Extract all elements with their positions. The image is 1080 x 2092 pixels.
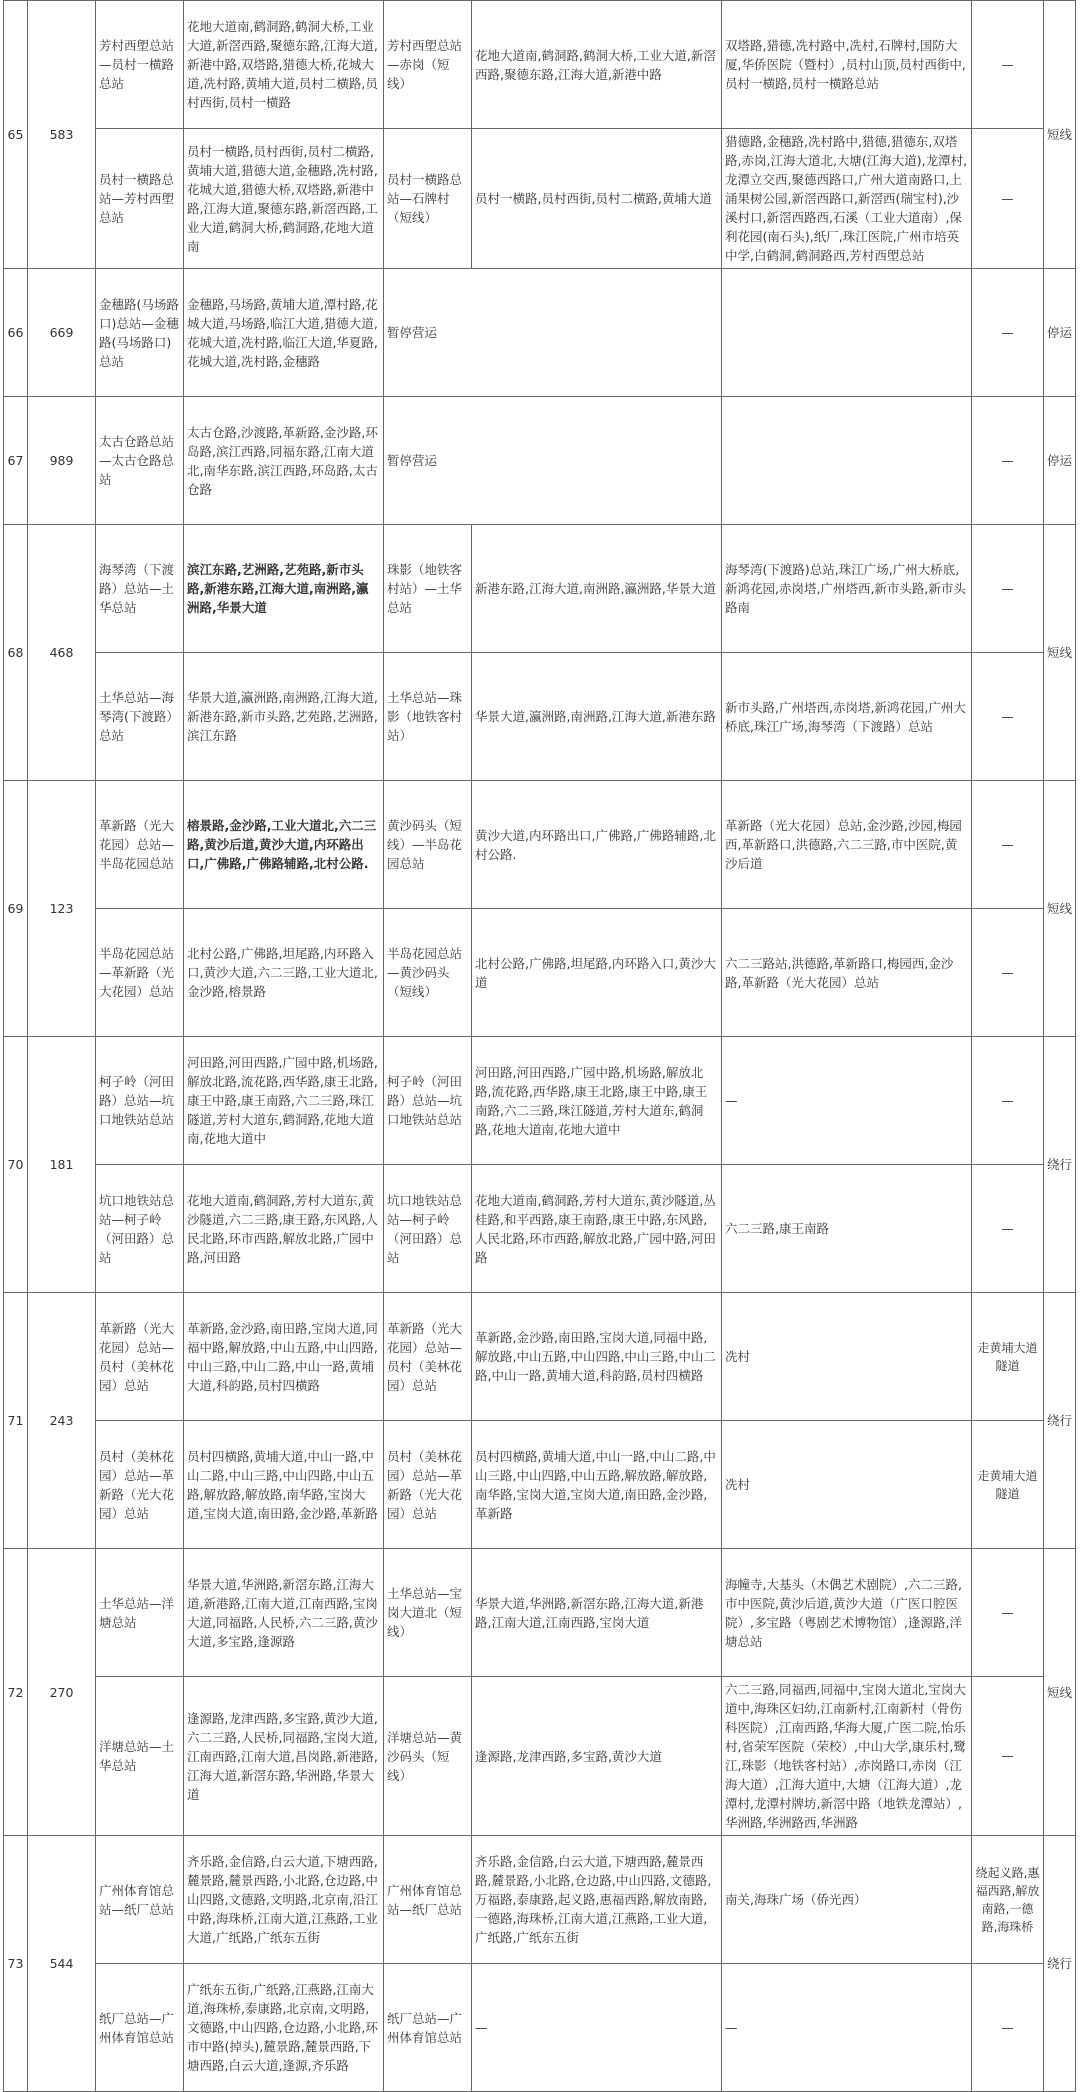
route-stops: 革新路,金沙路,南田路,宝岗大道,同福中路,解放路,中山五路,中山四路,中山三路,中山二路,中山一路,黄埔大道,科韵路,员村四横路 [184, 1293, 384, 1421]
service-type: 短线 [1044, 1549, 1076, 1836]
remark: 走黄埔大道隧道 [972, 1421, 1044, 1549]
short-route: 员村（美林花园）总站—革新路（光大花园）总站 [384, 1421, 472, 1549]
remark: — [972, 525, 1044, 653]
service-type: 停运 [1044, 397, 1076, 525]
short-route-stops: 华景大道,华洲路,新滘东路,江海大道,新港路,江南大道,江南西路,宝岗大道 [472, 1549, 722, 1677]
service-type: 绕行 [1044, 1293, 1076, 1549]
route-name: 革新路（光大花园）总站—员村（美林花园）总站 [96, 1293, 184, 1421]
table-row [4, 269, 1076, 397]
remark: 绕起义路,惠福西路,解放南路,一德路,海珠桥 [972, 1836, 1044, 1964]
route-stops: 逢源路,龙津西路,多宝路,黄沙大道,六二三路,人民桥,同福路,宝岗大道,江南西路,江南大道,昌岗路,新港路,江海大道,新滘东路,华洲路,华景大道 [184, 1677, 384, 1836]
service-type: 短线 [1044, 781, 1076, 1037]
route-stops: 齐乐路,金信路,白云大道,下塘西路,麓景路,麓景西路,小北路,仓边路,中山四路,文德路,文明路,北京南,沿江中路,海珠桥,江南大道,江燕路,工业大道,广纸路,广纸东五街 [184, 1836, 384, 1964]
stations: 六二三路,同福西,同福中,宝岗大道北,宝岗大道中,海珠区妇幼,江南新村,江南新村（骨伤科医院）,江南西路,华海大厦,广医二院,怡乐村,省荣军医院（荣校）,中山大学,康乐村,鹭江,珠影（地铁客村站）,赤岗路口,赤岗（江海大道）,江海大道中,大塘（江海大道）,龙潭村,龙潭村牌坊,新滘中路（地铁龙潭站）,华洲路,华洲路西,华洲路 [722, 1677, 972, 1836]
line-number: 669 [28, 269, 96, 397]
short-route: 半岛花园总站—黄沙码头（短线） [384, 909, 472, 1037]
stations: — [722, 1037, 972, 1165]
route-name: 员村一横路总站—芳村西塱总站 [96, 129, 184, 269]
short-route-stops: 花地大道南,鹤洞路,芳村大道东,黄沙隧道,丛桂路,和平西路,康王南路,康王中路,东风路,人民北路,环市西路,解放北路,广园中路,河田路 [472, 1165, 722, 1293]
remark: — [972, 1, 1044, 129]
stations: 新市头路,广州塔西,赤岗塔,新鸿花园,广州大桥底,珠江广场,海琴湾（下渡路）总站 [722, 653, 972, 781]
table-row [4, 1293, 1076, 1421]
route-name: 柯子岭（河田路）总站—坑口地铁站总站 [96, 1037, 184, 1165]
line-number: 123 [28, 781, 96, 1037]
route-stops: 员村一横路,员村西街,员村二横路,黄埔大道,猎德大道,金穗路,冼村路,花城大道,猎德大桥,双塔路,新港中路,江海大道,聚德东路,新滘西路,工业大道,鹤洞大桥,鹤洞路,花地大道南 [184, 129, 384, 269]
table-row [4, 129, 1076, 269]
route-name: 土华总站—洋塘总站 [96, 1549, 184, 1677]
remark: — [972, 1964, 1044, 2092]
bus-route-table [3, 0, 1076, 2092]
short-route: 暂停营运 [384, 397, 722, 525]
row-number: 71 [4, 1293, 28, 1549]
table-row [4, 1677, 1076, 1836]
short-route: 坑口地铁站总站—柯子岭（河田路）总站 [384, 1165, 472, 1293]
service-type: 短线 [1044, 525, 1076, 781]
remark: — [972, 1549, 1044, 1677]
short-route-stops: 员村一横路,员村西街,员村二横路,黄埔大道 [472, 129, 722, 269]
short-route: 洋塘总站—黄沙码头（短线） [384, 1677, 472, 1836]
line-number: 270 [28, 1549, 96, 1836]
route-name: 芳村西塱总站—员村一横路总站 [96, 1, 184, 129]
remark: — [972, 269, 1044, 397]
route-stops: 榕景路,金沙路,工业大道北,六二三路,黄沙后道,黄沙大道,内环路出口,广佛路,广佛路辅路,北村公路. [184, 781, 384, 909]
short-route-stops: 新港东路,江海大道,南洲路,瀛洲路,华景大道 [472, 525, 722, 653]
short-route-stops: 员村四横路,黄埔大道,中山一路,中山二路,中山三路,中山四路,中山五路,解放路,解放路,南华路,宝岗大道,宝岗大道,南田路,金沙路,革新路 [472, 1421, 722, 1549]
table-row [4, 1836, 1076, 1964]
short-route-stops: 华景大道,瀛洲路,南洲路,江海大道,新港东路 [472, 653, 722, 781]
table-row [4, 525, 1076, 653]
short-route-stops: 花地大道南,鹤洞路,鹤洞大桥,工业大道,新滘西路,聚德东路,江海大道,新港中路 [472, 1, 722, 129]
short-route: 革新路（光大花园）总站—员村（美林花园）总站 [384, 1293, 472, 1421]
route-name: 纸厂总站—广州体育馆总站 [96, 1964, 184, 2092]
table-row [4, 909, 1076, 1037]
service-type: 短线 [1044, 1, 1076, 269]
short-route-stops: 黄沙大道,内环路出口,广佛路,广佛路辅路,北村公路. [472, 781, 722, 909]
short-route-stops: 革新路,金沙路,南田路,宝岗大道,同福中路,解放路,中山五路,中山四路,中山三路,中山二路,中山一路,黄埔大道,科韵路,员村四横路 [472, 1293, 722, 1421]
remark: — [972, 781, 1044, 909]
short-route-stops: 逢源路,龙津西路,多宝路,黄沙大道 [472, 1677, 722, 1836]
short-route: 纸厂总站—广州体育馆总站 [384, 1964, 472, 2092]
stations: 海琴湾(下渡路)总站,珠江广场,广州大桥底,新鸿花园,赤岗塔,广州塔西,新市头路,新市头路南 [722, 525, 972, 653]
route-name: 半岛花园总站—革新路（光大花园）总站 [96, 909, 184, 1037]
short-route: 珠影（地铁客村站）—土华总站 [384, 525, 472, 653]
route-stops: 太古仓路,沙渡路,革新路,金沙路,环岛路,滨江西路,同福东路,江南大道北,南华东路,滨江西路,环岛路,太古仓路 [184, 397, 384, 525]
line-number: 544 [28, 1836, 96, 2092]
remark: — [972, 1165, 1044, 1293]
line-number: 468 [28, 525, 96, 781]
route-name: 革新路（光大花园）总站—半岛花园总站 [96, 781, 184, 909]
short-route: 芳村西塱总站—赤岗（短线） [384, 1, 472, 129]
short-route-stops: — [472, 1964, 722, 2092]
table-row [4, 1, 1076, 129]
stations: 冼村 [722, 1421, 972, 1549]
table-row [4, 1549, 1076, 1677]
table-row [4, 1037, 1076, 1165]
remark: — [972, 1677, 1044, 1836]
remark: 走黄埔大道隧道 [972, 1293, 1044, 1421]
route-name: 金穗路(马场路口)总站—金穗路(马场路口)总站 [96, 269, 184, 397]
stations: 革新路（光大花园）总站,金沙路,沙园,梅园西,革新路口,洪德路,六二三路,市中医院,黄沙后道 [722, 781, 972, 909]
route-stops: 广纸东五街,广纸路,江燕路,江南大道,海珠桥,泰康路,北京南,文明路,文德路,中山四路,仓边路,小北路,环市中路(掉头),麓景路,麓景西路,下塘西路,白云大道,逢源,齐乐路 [184, 1964, 384, 2092]
route-stops: 华景大道,瀛洲路,南洲路,江海大道,新港东路,新市头路,艺苑路,艺洲路,滨江东路 [184, 653, 384, 781]
remark: — [972, 397, 1044, 525]
route-stops: 滨江东路,艺洲路,艺苑路,新市头路,新港东路,江海大道,南洲路,瀛洲路,华景大道 [184, 525, 384, 653]
route-name: 太古仓路总站—太古仓路总站 [96, 397, 184, 525]
route-name: 土华总站—海琴湾(下渡路）总站 [96, 653, 184, 781]
table-row [4, 781, 1076, 909]
route-name: 海琴湾（下渡路）总站—土华总站 [96, 525, 184, 653]
table-row [4, 1964, 1076, 2092]
short-route: 土华总站—珠影（地铁客村站） [384, 653, 472, 781]
stations: 双塔路,猎德,冼村路中,冼村,石牌村,国防大厦,华侨医院（暨村）,员村山顶,员村西街中,员村一横路,员村一横路总站 [722, 1, 972, 129]
row-number: 73 [4, 1836, 28, 2092]
stations [722, 397, 972, 525]
short-route: 暂停营运 [384, 269, 722, 397]
row-number: 69 [4, 781, 28, 1037]
route-stops: 华景大道,华洲路,新滘东路,江海大道,新港路,江南大道,江南西路,宝岗大道,同福路,人民桥,六二三路,黄沙大道,多宝路,逢源路 [184, 1549, 384, 1677]
route-name: 坑口地铁站总站—柯子岭（河田路）总站 [96, 1165, 184, 1293]
remark: — [972, 129, 1044, 269]
remark: — [972, 653, 1044, 781]
service-type: 停运 [1044, 269, 1076, 397]
route-stops: 花地大道南,鹤洞路,鹤洞大桥,工业大道,新滘西路,聚德东路,江海大道,新港中路,双塔路,猎德大桥,花城大道,冼村路,黄埔大道,员村二横路,员村西街,员村一横路 [184, 1, 384, 129]
table-row [4, 1165, 1076, 1293]
short-route-stops: 齐乐路,金信路,白云大道,下塘西路,麓景西路,麓景路,小北路,仓边路,中山四路,文德路,万福路,泰康路,起义路,惠福西路,解放南路,一德路,海珠桥,江南大道,江燕路,工业大道,广纸路,广纸东五街 [472, 1836, 722, 1964]
route-stops: 河田路,河田西路,广园中路,机场路,解放北路,流花路,西华路,康王北路,康王中路,康王南路,六二三路,珠江隧道,芳村大道东,鹤洞路,花地大道南,花地大道中 [184, 1037, 384, 1165]
line-number: 243 [28, 1293, 96, 1549]
table-row [4, 397, 1076, 525]
line-number: 181 [28, 1037, 96, 1293]
stations: 海幢寺,大基头（木偶艺术剧院）,六二三路,市中医院,黄沙后道,黄沙大道（广医口腔医院）,多宝路（粤剧艺术博物馆）,逢源路,洋塘总站 [722, 1549, 972, 1677]
short-route-stops: 河田路,河田西路,广园中路,机场路,解放北路,流花路,西华路,康王北路,康王中路,康王南路,六二三路,珠江隧道,芳村大道东,鹤洞路,花地大道南,花地大道中 [472, 1037, 722, 1165]
row-number: 70 [4, 1037, 28, 1293]
route-name: 广州体育馆总站—纸厂总站 [96, 1836, 184, 1964]
stations: 冼村 [722, 1293, 972, 1421]
service-type: 绕行 [1044, 1037, 1076, 1293]
short-route: 员村一横路总站—石牌村（短线） [384, 129, 472, 269]
route-stops: 花地大道南,鹤洞路,芳村大道东,黄沙隧道,六二三路,康王路,东风路,人民北路,环市西路,解放北路,广园中路,河田路 [184, 1165, 384, 1293]
route-stops: 金穗路,马场路,黄埔大道,潭村路,花城大道,马场路,临江大道,猎德大道,花城大道,冼村路,临江大道,华夏路,花城大道,冼村路,金穗路 [184, 269, 384, 397]
short-route: 广州体育馆总站—纸厂总站 [384, 1836, 472, 1964]
row-number: 67 [4, 397, 28, 525]
route-stops: 北村公路,广佛路,坦尾路,内环路入口,黄沙大道,六二三路,工业大道北,金沙路,榕景路 [184, 909, 384, 1037]
short-route: 黄沙码头（短线）—半岛花园总站 [384, 781, 472, 909]
table-row [4, 653, 1076, 781]
service-type: 绕行 [1044, 1836, 1076, 2092]
table-row [4, 1421, 1076, 1549]
line-number: 989 [28, 397, 96, 525]
stations: 六二三路站,洪德路,革新路口,梅园西,金沙路,革新路（光大花园）总站 [722, 909, 972, 1037]
remark: — [972, 1037, 1044, 1165]
row-number: 68 [4, 525, 28, 781]
route-stops: 员村四横路,黄埔大道,中山一路,中山二路,中山三路,中山四路,中山五路,解放路,解放路,南华路,宝岗大道,宝岗大道,南田路,金沙路,革新路 [184, 1421, 384, 1549]
row-number: 66 [4, 269, 28, 397]
stations: — [722, 1964, 972, 2092]
route-name: 员村（美林花园）总站—革新路（光大花园）总站 [96, 1421, 184, 1549]
row-number: 72 [4, 1549, 28, 1836]
row-number: 65 [4, 1, 28, 269]
remark: — [972, 909, 1044, 1037]
line-number: 583 [28, 1, 96, 269]
short-route: 土华总站—宝岗大道北（短线） [384, 1549, 472, 1677]
stations: 南关,海珠广场（侨光西） [722, 1836, 972, 1964]
stations: 猎德路,金穗路,冼村路中,猎德,猎德东,双塔路,赤岗,江海大道北,大塘(江海大道),龙潭村,龙潭立交西,聚德西路口,广州大道南路口,上涌果树公园,新滘西路口,新滘西(瑞宝村),沙溪村口,新滘西路西,石溪（工业大道南）,保利花园(南石头),纸厂,珠江医院,广州市培英中学,白鹤洞,鹤洞路西,芳村西塱总站 [722, 129, 972, 269]
stations: 六二三路,康王南路 [722, 1165, 972, 1293]
short-route: 柯子岭（河田路）总站—坑口地铁站总站 [384, 1037, 472, 1165]
route-name: 洋塘总站—土华总站 [96, 1677, 184, 1836]
short-route-stops: 北村公路,广佛路,坦尾路,内环路入口,黄沙大道 [472, 909, 722, 1037]
stations [722, 269, 972, 397]
